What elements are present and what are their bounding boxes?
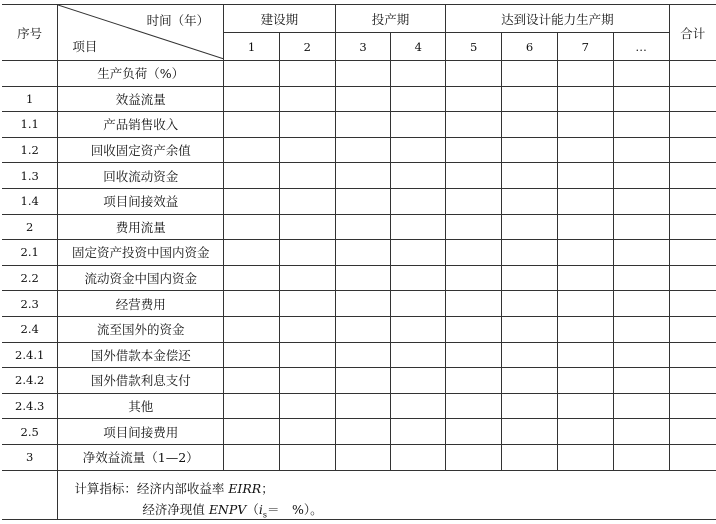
value-cell [669, 214, 716, 240]
value-cell [279, 265, 335, 291]
row-seq: 2 [2, 214, 58, 240]
value-cell [502, 316, 558, 342]
value-cell [335, 240, 391, 266]
value-cell [446, 188, 502, 214]
value-cell [669, 393, 716, 419]
value-cell [613, 419, 669, 445]
table-row [2, 61, 716, 87]
value-cell [391, 368, 446, 394]
value-cell [335, 342, 391, 368]
value-cell [557, 444, 613, 470]
value-cell [669, 240, 716, 266]
value-cell [224, 316, 280, 342]
value-cell [335, 368, 391, 394]
value-cell [279, 444, 335, 470]
value-cell [557, 137, 613, 163]
value-cell [613, 61, 669, 87]
value-cell [557, 214, 613, 240]
value-cell [502, 240, 558, 266]
value-cell [613, 214, 669, 240]
table-row [2, 214, 716, 240]
value-cell [391, 444, 446, 470]
row-item: 回收流动资金 [58, 163, 224, 189]
value-cell [391, 240, 446, 266]
row-seq: 2.4 [2, 316, 58, 342]
value-cell [502, 393, 558, 419]
value-cell [613, 368, 669, 394]
value-cell [557, 61, 613, 87]
value-cell [557, 291, 613, 317]
value-cell [391, 265, 446, 291]
row-seq: 1 [2, 86, 58, 112]
row-item: 项目间接费用 [58, 419, 224, 445]
value-cell [557, 393, 613, 419]
value-cell [391, 419, 446, 445]
value-cell [502, 265, 558, 291]
value-cell [224, 61, 280, 87]
value-cell [279, 240, 335, 266]
table-row [2, 240, 716, 266]
row-item: 流动资金中国内资金 [58, 265, 224, 291]
value-cell [446, 240, 502, 266]
row-item: 产品销售收入 [58, 112, 224, 138]
value-cell [502, 419, 558, 445]
value-cell [446, 316, 502, 342]
value-cell [502, 137, 558, 163]
value-cell [391, 291, 446, 317]
value-cell [502, 188, 558, 214]
header-year: 6 [502, 33, 558, 61]
table-row [2, 163, 716, 189]
value-cell [669, 163, 716, 189]
value-cell [335, 86, 391, 112]
value-cell [669, 265, 716, 291]
note-seq-blank [2, 470, 58, 520]
value-cell [446, 342, 502, 368]
economic-cash-flow-table [2, 4, 716, 520]
value-cell [279, 368, 335, 394]
value-cell [224, 86, 280, 112]
row-item: 流至国外的资金 [58, 316, 224, 342]
value-cell [557, 112, 613, 138]
value-cell [613, 444, 669, 470]
table-row [2, 342, 716, 368]
row-seq: 1.1 [2, 112, 58, 138]
value-cell [224, 137, 280, 163]
value-cell [613, 265, 669, 291]
value-cell [669, 112, 716, 138]
value-cell [224, 291, 280, 317]
row-seq: 1.2 [2, 137, 58, 163]
value-cell [557, 368, 613, 394]
header-year: 7 [557, 33, 613, 61]
header-phase-startup: 投产期 [335, 5, 446, 33]
value-cell [391, 188, 446, 214]
value-cell [335, 188, 391, 214]
value-cell [502, 163, 558, 189]
value-cell [613, 393, 669, 419]
value-cell [224, 112, 280, 138]
value-cell [557, 86, 613, 112]
value-cell [613, 342, 669, 368]
value-cell [557, 188, 613, 214]
value-cell [391, 316, 446, 342]
enpv-abbr: ENPV [208, 501, 247, 517]
row-seq: 2.4.1 [2, 342, 58, 368]
value-cell [502, 342, 558, 368]
value-cell [279, 137, 335, 163]
value-cell [613, 163, 669, 189]
value-cell [335, 316, 391, 342]
value-cell [335, 214, 391, 240]
value-cell [613, 291, 669, 317]
table-row [2, 291, 716, 317]
header-total: 合计 [669, 5, 716, 61]
value-cell [613, 316, 669, 342]
value-cell [335, 419, 391, 445]
header-phase-construction: 建设期 [224, 5, 336, 33]
value-cell [557, 419, 613, 445]
value-cell [279, 112, 335, 138]
value-cell [502, 112, 558, 138]
row-seq: 2.5 [2, 419, 58, 445]
note-enpv-line: 经济净现值 $ENPV(i_s=$ %）。 [142, 501, 323, 519]
value-cell [557, 240, 613, 266]
row-seq: 2.2 [2, 265, 58, 291]
row-item: 经营费用 [58, 291, 224, 317]
table-row [2, 368, 716, 394]
value-cell [224, 342, 280, 368]
header-year: 5 [446, 33, 502, 61]
row-item: 费用流量 [58, 214, 224, 240]
value-cell [279, 291, 335, 317]
note-row [2, 470, 716, 520]
value-cell [224, 393, 280, 419]
table-row [2, 137, 716, 163]
value-cell [502, 291, 558, 317]
value-cell [446, 163, 502, 189]
value-cell [613, 86, 669, 112]
note-indicator-line: 计算指标：经济内部收益率 EIRR； [74, 480, 274, 496]
value-cell [446, 61, 502, 87]
header-time-label: 时间（年） [146, 13, 210, 28]
row-item: 国外借款本金偿还 [58, 342, 224, 368]
table-row [2, 265, 716, 291]
value-cell [446, 214, 502, 240]
value-cell [224, 163, 280, 189]
value-cell [446, 368, 502, 394]
value-cell [391, 112, 446, 138]
header-diagonal-cell [58, 5, 224, 61]
value-cell [446, 419, 502, 445]
value-cell [502, 444, 558, 470]
row-item: 效益流量 [58, 86, 224, 112]
value-cell [279, 393, 335, 419]
header-year: 4 [391, 33, 446, 61]
value-cell [335, 137, 391, 163]
value-cell [669, 188, 716, 214]
value-cell [557, 342, 613, 368]
row-seq: 2.3 [2, 291, 58, 317]
row-item: 净效益流量（1—2） [58, 444, 224, 470]
value-cell [669, 137, 716, 163]
value-cell [335, 393, 391, 419]
header-year: 1 [224, 33, 280, 61]
value-cell [557, 265, 613, 291]
header-year: … [613, 33, 669, 61]
value-cell [224, 214, 280, 240]
value-cell [557, 316, 613, 342]
value-cell [391, 342, 446, 368]
value-cell [335, 265, 391, 291]
table-row [2, 316, 716, 342]
row-seq: 1.4 [2, 188, 58, 214]
row-seq: 1.3 [2, 163, 58, 189]
value-cell [502, 61, 558, 87]
value-cell [669, 342, 716, 368]
value-cell [391, 61, 446, 87]
value-cell [335, 61, 391, 87]
value-cell [446, 265, 502, 291]
value-cell [502, 86, 558, 112]
value-cell [446, 86, 502, 112]
value-cell [224, 240, 280, 266]
value-cell [669, 316, 716, 342]
table-row [2, 112, 716, 138]
table-row [2, 393, 716, 419]
value-cell [669, 86, 716, 112]
value-cell [224, 265, 280, 291]
value-cell [502, 368, 558, 394]
value-cell [279, 316, 335, 342]
value-cell [669, 291, 716, 317]
header-seq: 序号 [2, 5, 58, 61]
row-seq: 2.1 [2, 240, 58, 266]
table-row [2, 419, 716, 445]
value-cell [279, 61, 335, 87]
value-cell [446, 137, 502, 163]
value-cell [391, 163, 446, 189]
value-cell [279, 86, 335, 112]
value-cell [446, 112, 502, 138]
value-cell [279, 419, 335, 445]
value-cell [279, 214, 335, 240]
row-item: 其他 [58, 393, 224, 419]
table-row [2, 188, 716, 214]
row-item: 生产负荷（%） [58, 61, 224, 87]
value-cell [224, 368, 280, 394]
table-row [2, 86, 716, 112]
row-item: 项目间接效益 [58, 188, 224, 214]
value-cell [335, 112, 391, 138]
row-item: 国外借款利息支付 [58, 368, 224, 394]
table-row [2, 444, 716, 470]
value-cell [224, 419, 280, 445]
value-cell [446, 393, 502, 419]
row-seq: 2.4.2 [2, 368, 58, 394]
value-cell [613, 112, 669, 138]
value-cell [446, 444, 502, 470]
value-cell [279, 163, 335, 189]
value-cell [669, 444, 716, 470]
row-item: 回收固定资产余值 [58, 137, 224, 163]
value-cell [446, 291, 502, 317]
value-cell [669, 419, 716, 445]
row-seq [2, 61, 58, 87]
value-cell [391, 393, 446, 419]
value-cell [391, 137, 446, 163]
header-year: 2 [279, 33, 335, 61]
header-year: 3 [335, 33, 391, 61]
value-cell [391, 214, 446, 240]
value-cell [391, 86, 446, 112]
header-item-label: 项目 [72, 39, 98, 54]
eirr-abbr: EIRR [228, 480, 262, 496]
row-seq: 3 [2, 444, 58, 470]
value-cell [669, 368, 716, 394]
row-item: 固定资产投资中国内资金 [58, 240, 224, 266]
header-phase-full-capacity: 达到设计能力生产期 [446, 5, 669, 33]
value-cell [224, 188, 280, 214]
value-cell [502, 214, 558, 240]
value-cell [557, 163, 613, 189]
value-cell [224, 444, 280, 470]
value-cell [669, 61, 716, 87]
value-cell [279, 342, 335, 368]
value-cell [279, 188, 335, 214]
row-seq: 2.4.3 [2, 393, 58, 419]
value-cell [335, 444, 391, 470]
value-cell [613, 137, 669, 163]
value-cell [613, 188, 669, 214]
value-cell [335, 163, 391, 189]
value-cell [335, 291, 391, 317]
value-cell [613, 240, 669, 266]
note-cell [58, 470, 716, 520]
